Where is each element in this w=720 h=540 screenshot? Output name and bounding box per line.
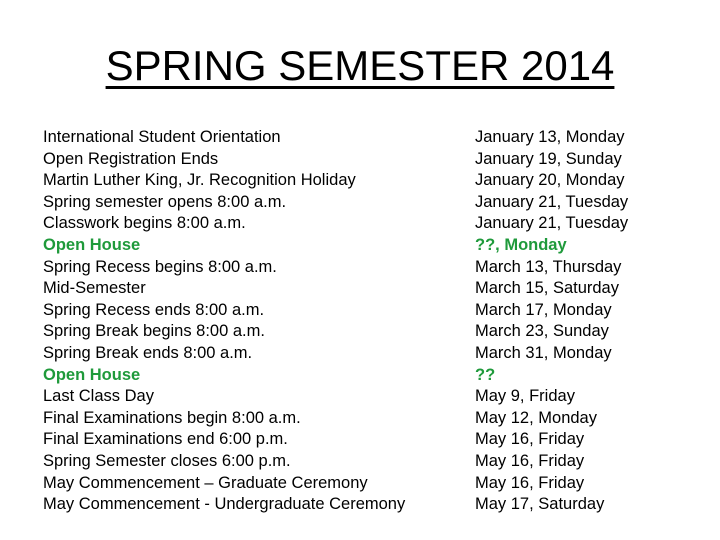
event-date: May 9, Friday <box>475 387 575 406</box>
event-label: Spring Semester closes 6:00 p.m. <box>43 451 291 470</box>
event-date: ??, Monday <box>475 235 567 254</box>
event-date: January 13, Monday <box>475 128 625 146</box>
event-label: Open Registration Ends <box>43 149 219 168</box>
event-date: May 17, Saturday <box>475 495 605 514</box>
event-label: Open House <box>43 365 141 384</box>
event-date: May 16, Friday <box>475 430 585 449</box>
event-label: Spring Break ends 8:00 a.m. <box>43 343 253 362</box>
event-date: May 16, Friday <box>475 473 585 492</box>
event-label: May Commencement – Graduate Ceremony <box>43 473 368 492</box>
event-label: Spring Recess begins 8:00 a.m. <box>43 257 277 276</box>
event-label: Classwork begins 8:00 a.m. <box>43 214 246 233</box>
event-date: March 23, Sunday <box>475 322 609 341</box>
event-date: ?? <box>475 365 496 384</box>
event-date: March 13, Thursday <box>475 257 622 276</box>
event-label: Final Examinations begin 8:00 a.m. <box>43 408 301 427</box>
event-date: January 20, Monday <box>475 171 625 190</box>
event-date: January 21, Tuesday <box>475 192 629 211</box>
page-title: SPRING SEMESTER 2014 <box>105 42 615 89</box>
event-label: International Student Orientation <box>43 128 281 146</box>
event-label: Spring semester opens 8:00 a.m. <box>43 192 287 211</box>
event-label: Spring Recess ends 8:00 a.m. <box>43 300 265 319</box>
event-date: March 31, Monday <box>475 343 612 362</box>
event-label: Spring Break begins 8:00 a.m. <box>43 322 265 341</box>
event-date: January 21, Tuesday <box>475 214 629 233</box>
event-label: Mid-Semester <box>43 279 146 298</box>
event-label: Open House <box>43 235 141 254</box>
event-list <box>43 127 405 516</box>
event-date: May 16, Friday <box>475 451 585 470</box>
event-date: March 15, Saturday <box>475 279 619 298</box>
date-list <box>475 127 628 516</box>
event-date: March 17, Monday <box>475 300 612 319</box>
event-label: Martin Luther King, Jr. Recognition Holiday <box>43 171 356 190</box>
event-label: Final Examinations end 6:00 p.m. <box>43 430 288 449</box>
event-label: May Commencement - Undergraduate Ceremony <box>43 495 406 514</box>
event-label: Last Class Day <box>43 387 154 406</box>
event-date: May 12, Monday <box>475 408 597 427</box>
event-date: January 19, Sunday <box>475 149 622 168</box>
